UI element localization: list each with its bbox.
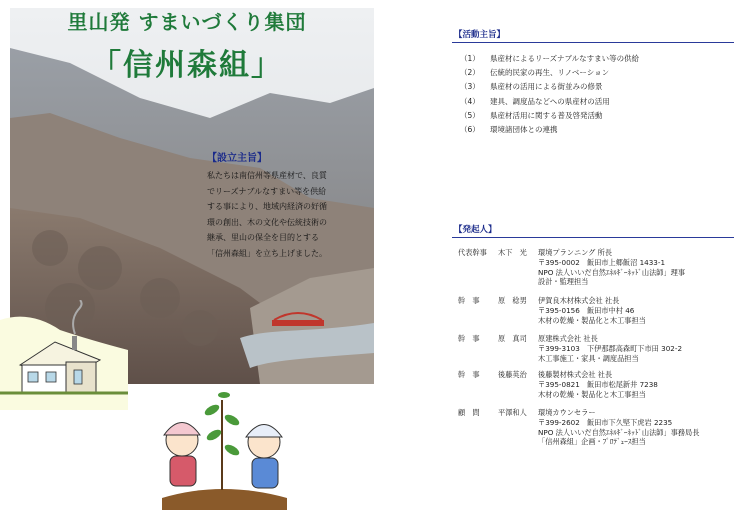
list-item: （6） 環境諸団体との連携 [460, 124, 558, 134]
founders-heading: 【発起人】 [454, 225, 497, 235]
list-item: （5） 県産材活用に関する普及啓発活動 [460, 110, 603, 120]
info-panel [452, 0, 740, 512]
list-item: （2） 伝統的民家の再生、リノベーション [460, 68, 610, 78]
purpose-line: 私たちは南信州等県産材で、良質 [207, 171, 327, 180]
house-illustration [0, 300, 130, 410]
member-entry: 幹 事 後藤英治 後藤製材株式会社 社長 〒395-0821 飯田市松尾新井 7238 木材の乾燥・製品化と木工事担当 [458, 370, 658, 399]
member-entry: 幹 事 原 真司 原建株式会社 社長 〒399-3103 下伊那郡高森町下市田 302-2 木工事施工・家具・調度品担当 [458, 334, 683, 363]
cover-title: 「信州森組」 [91, 48, 283, 83]
purpose-line: する事により、地域内経済の好循 [207, 202, 327, 211]
activities-list [460, 52, 730, 137]
purpose-heading: 【設立主旨】 [207, 153, 267, 164]
member-entry: 顧 問 平澤和人 環境カウンセラー 〒399-2602 飯田市下久堅下虎岩 2235 NPO 法人いいだ自然ｴﾈﾙｷﾞｰﾈｯﾄﾞ山法師」事務局長 「信州森組」企画・ﾌﾟﾛﾃﾞｭｰｽ担当 [458, 408, 700, 447]
list-item: （1） 県産材によるリーズナブルなすまい等の供給 [460, 54, 640, 63]
member-entry: 代表幹事 木下 光 環境プランニング 所長 〒395-0002 飯田市上郷飯沼 1433-1 NPO 法人いいだ自然ｴﾈﾙｷﾞｰﾈｯﾄﾞ山法師」理事 設計・監理担当 [458, 248, 686, 287]
purpose-line: 環の創出、木の文化や伝統技術の [207, 217, 327, 227]
activities-heading: 【活動主旨】 [454, 30, 506, 40]
list-item: （3） 県産材の活用による街並みの修景 [460, 82, 603, 92]
purpose-text [207, 168, 357, 261]
purpose-section [207, 149, 357, 261]
children-planting-illustration [152, 380, 292, 510]
list-item: （4） 建具、調度品などへの県産材の活用 [460, 96, 610, 106]
cover-subtitle: 里山発 すまいづくり集団 [67, 10, 307, 34]
purpose-line: でリーズナブルなすまい等を供給 [207, 186, 327, 196]
founders-divider [452, 237, 734, 238]
activities-divider [452, 42, 734, 43]
purpose-line: 継承、里山の保全を目的とする [207, 233, 319, 242]
purpose-line: 「信州森組」を立ち上げました。 [207, 248, 327, 258]
member-entry: 幹 事 原 稔男 伊賀良木材株式会社 社長 〒395-0156 飯田市中村 46 木材の乾燥・製品化と木工事担当 [458, 296, 646, 325]
